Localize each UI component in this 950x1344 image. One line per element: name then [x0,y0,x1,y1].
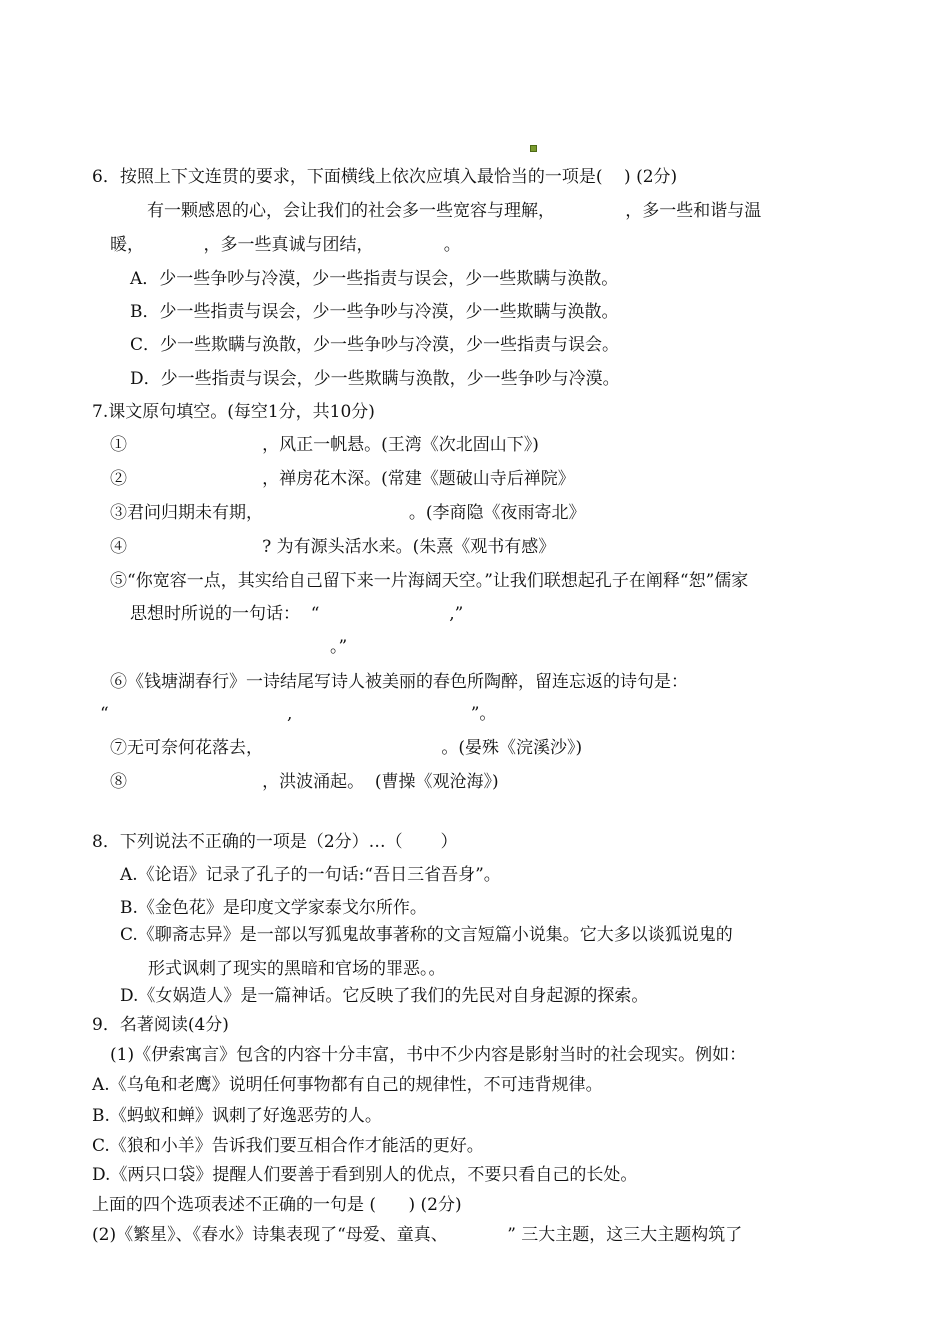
q7-item-3: ③君问归期未有期， 。(李商隐《夜雨寄北》 [110,503,586,523]
q8-stem: 8．下列说法不正确的一项是（2分）…（ ） [92,832,458,852]
q6-option-b: B．少一些指责与误会，少一些争吵与冷漠，少一些欺瞒与涣散。 [130,302,619,322]
q9-option-d: D.《两只口袋》提醒人们要善于看到别人的优点，不要只看自己的长处。 [92,1165,638,1185]
q7-item-1: ① ，风正一帆悬。(王湾《次北固山下》) [110,435,539,455]
q8-option-c-cont: 形式讽刺了现实的黑暗和官场的罪恶。。 [148,959,446,979]
q8-option-c: C.《聊斋志异》是一部以写狐鬼故事著称的文言短篇小说集。它大多以谈狐说鬼的 [120,925,733,945]
q8-option-b: B.《金色花》是印度文学家泰戈尔所作。 [120,898,427,918]
q7-item-5-end: 。” [330,637,348,657]
q9-part1-question: 上面的四个选项表述不正确的一句是 ( ) (2分) [92,1195,462,1215]
q7-item-6: ⑥《钱塘湖春行》一诗结尾写诗人被美丽的春色所陶醉，留连忘返的诗句是： [110,672,688,692]
q7-item-4: ④ ? 为有源头活水来。(朱熹《观书有感》 [110,537,556,557]
q8-option-a: A.《论语》记录了孔子的一句话:“吾日三省吾身”。 [120,865,501,885]
q7-item-5-cont: 思想时所说的一句话： “ ,” [130,604,464,624]
q6-passage-line-1: 有一颗感恩的心，会让我们的社会多一些宽容与理解， ，多一些和谐与温 [147,201,762,221]
q9-stem: 9．名著阅读(4分) [92,1015,229,1035]
image-marker [530,145,537,152]
q6-option-a: A．少一些争吵与冷漠，少一些指责与误会，少一些欺瞒与涣散。 [130,269,619,289]
q7-item-7: ⑦无可奈何花落去， 。(晏殊《浣溪沙》) [110,738,583,758]
q7-item-8: ⑧ ，洪波涌起。 (曹操《观沧海》) [110,772,499,792]
q7-item-6-blank: “ , ”。 [100,704,497,724]
q6-stem: 6．按照上下文连贯的要求，下面横线上依次应填入最恰当的一项是( ) (2分) [92,167,678,187]
q7-item-5: ⑤“你宽容一点，其实给自己留下来一片海阔天空。”让我们联想起孔子在阐释“恕”儒家 [110,571,749,591]
q8-option-d: D.《女娲造人》是一篇神话。它反映了我们的先民对自身起源的探索。 [120,986,649,1006]
q9-option-b: B.《蚂蚁和蝉》讽刺了好逸恶劳的人。 [92,1106,382,1126]
q9-part1-intro: (1)《伊索寓言》包含的内容十分丰富，书中不少内容是影射当时的社会现实。例如： [110,1045,747,1065]
q6-option-d: D．少一些指责与误会，少一些欺瞒与涣散，少一些争吵与冷漠。 [130,369,620,389]
q7-stem: 7.课文原句填空。(每空1分，共10分) [92,402,375,422]
q6-passage-line-2: 暖， ，多一些真诚与团结， 。 [110,235,461,255]
q7-item-2: ② ，禅房花木深。(常建《题破山寺后禅院》 [110,469,575,489]
q9-option-c: C.《狼和小羊》告诉我们要互相合作才能活的更好。 [92,1136,484,1156]
q9-option-a: A.《乌龟和老鹰》说明任何事物都有自己的规律性，不可违背规律。 [92,1075,603,1095]
q6-option-c: C．少一些欺瞒与涣散，少一些争吵与冷漠，少一些指责与误会。 [130,335,620,355]
q9-part2: (2)《繁星》、《春水》诗集表现了“母爱、童真、 ” 三大主题，这三大主题构筑了 [92,1225,743,1245]
